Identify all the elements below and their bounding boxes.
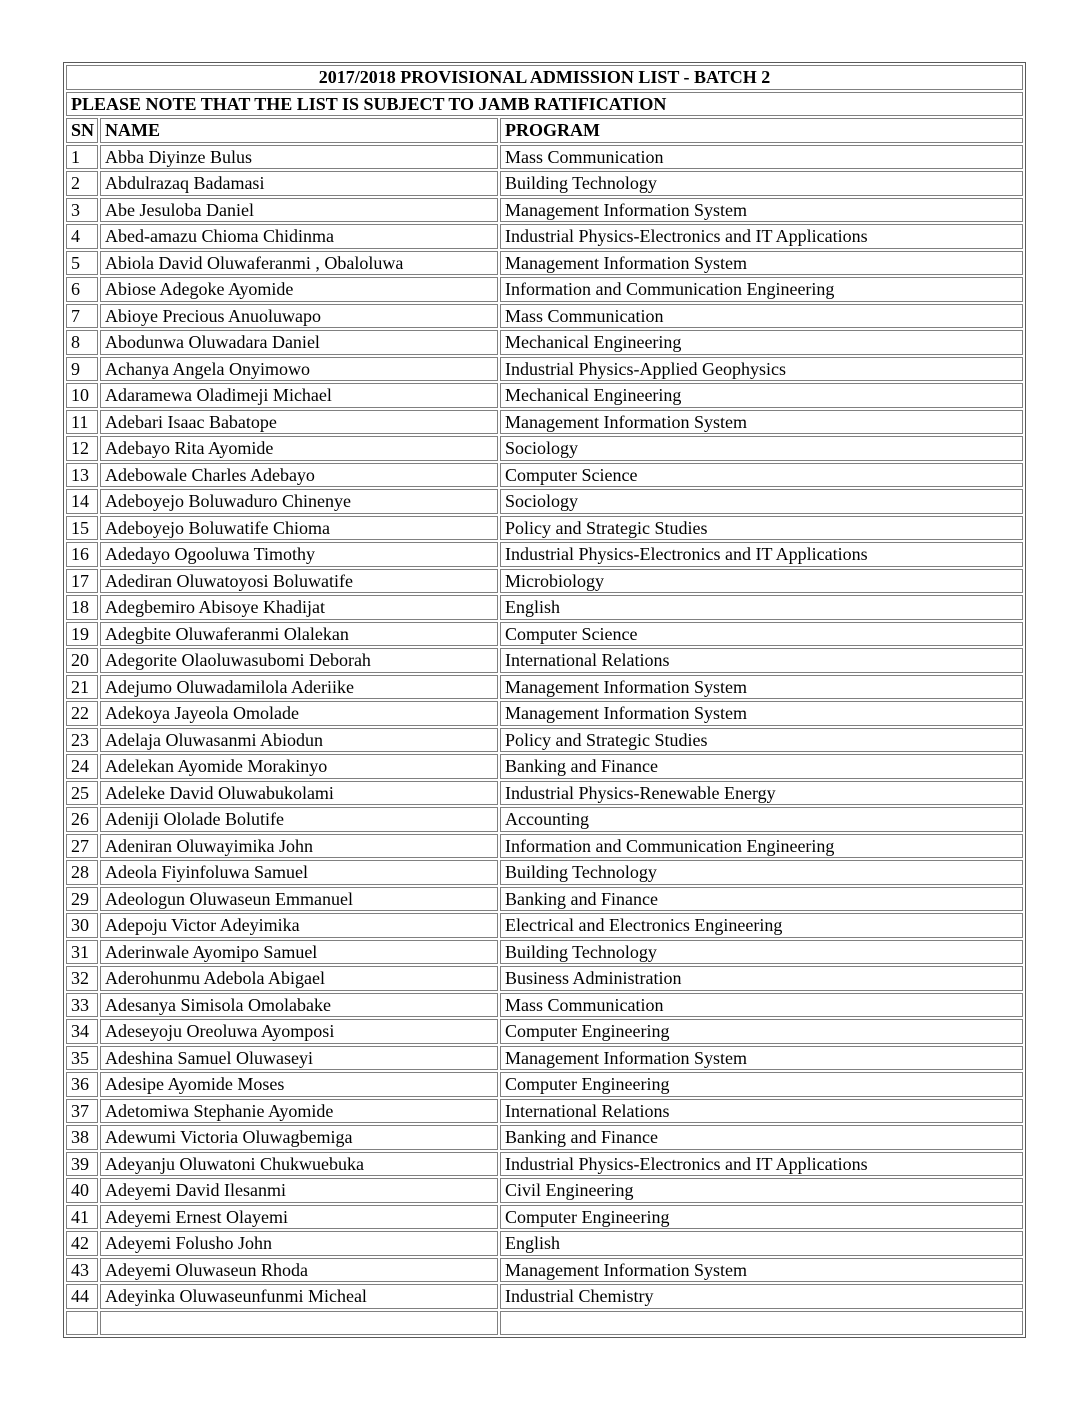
page-title: 2017/2018 PROVISIONAL ADMISSION LIST - BATCH 2: [66, 65, 1023, 90]
program-cell: Computer Engineering: [500, 1205, 1023, 1230]
program-cell: Mechanical Engineering: [500, 330, 1023, 355]
program-cell: Civil Engineering: [500, 1178, 1023, 1203]
table-row: [66, 1258, 1023, 1283]
sn-cell: 21: [66, 675, 98, 700]
table-row: [66, 701, 1023, 726]
program-cell: Business Administration: [500, 966, 1023, 991]
name-cell: Adeyanju Oluwatoni Chukwuebuka: [100, 1152, 498, 1177]
table-row: [66, 569, 1023, 594]
table-row: [66, 622, 1023, 647]
name-cell: Adeologun Oluwaseun Emmanuel: [100, 887, 498, 912]
name-cell: Adeshina Samuel Oluwaseyi: [100, 1046, 498, 1071]
table-row: [66, 675, 1023, 700]
program-cell: Building Technology: [500, 940, 1023, 965]
sn-cell: 24: [66, 754, 98, 779]
program-cell: Industrial Physics-Renewable Energy: [500, 781, 1023, 806]
column-header-program: PROGRAM: [500, 118, 1023, 143]
sn-cell: 12: [66, 436, 98, 461]
name-cell: Abe Jesuloba Daniel: [100, 198, 498, 223]
sn-cell: 2: [66, 171, 98, 196]
name-cell: Adegbemiro Abisoye Khadijat: [100, 595, 498, 620]
name-cell: Adeyemi Oluwaseun Rhoda: [100, 1258, 498, 1283]
name-cell: Adelekan Ayomide Morakinyo: [100, 754, 498, 779]
table-row: [66, 860, 1023, 885]
table-row: [66, 834, 1023, 859]
program-cell: Management Information System: [500, 701, 1023, 726]
table-row: [66, 198, 1023, 223]
sn-cell: 34: [66, 1019, 98, 1044]
program-cell: Industrial Chemistry: [500, 1284, 1023, 1309]
program-cell: Management Information System: [500, 675, 1023, 700]
program-cell: Banking and Finance: [500, 887, 1023, 912]
program-cell: Management Information System: [500, 251, 1023, 276]
sn-cell: 22: [66, 701, 98, 726]
table-row: [66, 728, 1023, 753]
program-cell: International Relations: [500, 648, 1023, 673]
name-cell: Abodunwa Oluwadara Daniel: [100, 330, 498, 355]
name-cell: Adeboyejo Boluwaduro Chinenye: [100, 489, 498, 514]
program-cell: English: [500, 595, 1023, 620]
sn-cell: 28: [66, 860, 98, 885]
program-cell: Mass Communication: [500, 304, 1023, 329]
table-row: [66, 251, 1023, 276]
table-row: [66, 1152, 1023, 1177]
name-cell: Adeyemi Ernest Olayemi: [100, 1205, 498, 1230]
sn-cell: 7: [66, 304, 98, 329]
sn-cell: 5: [66, 251, 98, 276]
program-cell: Computer Science: [500, 622, 1023, 647]
program-cell: Information and Communication Engineering: [500, 277, 1023, 302]
partial-clipped-row: [66, 1311, 1023, 1336]
sn-cell: 25: [66, 781, 98, 806]
program-cell: Policy and Strategic Studies: [500, 728, 1023, 753]
sn-cell: 38: [66, 1125, 98, 1150]
table-row: [66, 940, 1023, 965]
table-row: [66, 1178, 1023, 1203]
table-row: [66, 489, 1023, 514]
admission-table-body: [66, 65, 1023, 1335]
name-cell: Adebayo Rita Ayomide: [100, 436, 498, 461]
table-row: [66, 807, 1023, 832]
sn-cell: 9: [66, 357, 98, 382]
name-cell: Adeyinka Oluwaseunfunmi Micheal: [100, 1284, 498, 1309]
sn-cell: 32: [66, 966, 98, 991]
sn-cell: 15: [66, 516, 98, 541]
name-cell: Adeleke David Oluwabukolami: [100, 781, 498, 806]
sn-cell: 37: [66, 1099, 98, 1124]
table-row: [66, 224, 1023, 249]
name-cell: Adebowale Charles Adebayo: [100, 463, 498, 488]
name-cell: Adeniji Ololade Bolutife: [100, 807, 498, 832]
sn-cell: 17: [66, 569, 98, 594]
program-cell: Accounting: [500, 807, 1023, 832]
name-cell: Adeniran Oluwayimika John: [100, 834, 498, 859]
sn-cell: 8: [66, 330, 98, 355]
table-row: [66, 304, 1023, 329]
column-header-name: NAME: [100, 118, 498, 143]
ratification-note: PLEASE NOTE THAT THE LIST IS SUBJECT TO JAMB RATIFICATION: [66, 92, 1023, 117]
program-cell: Computer Science: [500, 463, 1023, 488]
table-row: [66, 1072, 1023, 1097]
sn-cell: 33: [66, 993, 98, 1018]
table-row: [66, 357, 1023, 382]
program-cell: Management Information System: [500, 410, 1023, 435]
program-cell: Industrial Physics-Electronics and IT Applications: [500, 1152, 1023, 1177]
name-cell: Aderohunmu Adebola Abigael: [100, 966, 498, 991]
table-row: [66, 1284, 1023, 1309]
name-cell: Abdulrazaq Badamasi: [100, 171, 498, 196]
table-row: [66, 1231, 1023, 1256]
sn-cell: 16: [66, 542, 98, 567]
sn-cell: 40: [66, 1178, 98, 1203]
program-cell: Management Information System: [500, 1258, 1023, 1283]
name-cell: Adesanya Simisola Omolabake: [100, 993, 498, 1018]
sn-cell: 3: [66, 198, 98, 223]
name-cell: Adeyemi David Ilesanmi: [100, 1178, 498, 1203]
table-row: [66, 277, 1023, 302]
program-cell: Mass Communication: [500, 993, 1023, 1018]
name-cell: Adelaja Oluwasanmi Abiodun: [100, 728, 498, 753]
program-cell: Computer Engineering: [500, 1019, 1023, 1044]
name-cell: Aderinwale Ayomipo Samuel: [100, 940, 498, 965]
column-header-sn: SN: [66, 118, 98, 143]
program-cell: Management Information System: [500, 198, 1023, 223]
sn-cell: 41: [66, 1205, 98, 1230]
sn-cell: 26: [66, 807, 98, 832]
sn-cell: 30: [66, 913, 98, 938]
table-row: [66, 436, 1023, 461]
name-cell: Adeyemi Folusho John: [100, 1231, 498, 1256]
table-row: [66, 516, 1023, 541]
table-row: [66, 913, 1023, 938]
name-cell: Achanya Angela Onyimowo: [100, 357, 498, 382]
table-row: [66, 754, 1023, 779]
name-cell: Adedayo Ogooluwa Timothy: [100, 542, 498, 567]
name-cell: Abiola David Oluwaferanmi , Obaloluwa: [100, 251, 498, 276]
program-cell: Mass Communication: [500, 145, 1023, 170]
table-row: [66, 145, 1023, 170]
table-row: [66, 410, 1023, 435]
name-cell: Adekoya Jayeola Omolade: [100, 701, 498, 726]
name-cell: Adebari Isaac Babatope: [100, 410, 498, 435]
sn-cell: 44: [66, 1284, 98, 1309]
sn-cell: 1: [66, 145, 98, 170]
empty-cell: [66, 1311, 98, 1336]
program-cell: Building Technology: [500, 860, 1023, 885]
sn-cell: 10: [66, 383, 98, 408]
table-clip-region: [63, 62, 1031, 1358]
sn-cell: 19: [66, 622, 98, 647]
name-cell: Abed-amazu Chioma Chidinma: [100, 224, 498, 249]
table-row: [66, 1125, 1023, 1150]
sn-cell: 14: [66, 489, 98, 514]
admission-table: [63, 62, 1026, 1338]
empty-cell: [100, 1311, 498, 1336]
sn-cell: 18: [66, 595, 98, 620]
name-cell: Adesipe Ayomide Moses: [100, 1072, 498, 1097]
sn-cell: 13: [66, 463, 98, 488]
sn-cell: 42: [66, 1231, 98, 1256]
sn-cell: 36: [66, 1072, 98, 1097]
name-cell: Adetomiwa Stephanie Ayomide: [100, 1099, 498, 1124]
program-cell: Sociology: [500, 489, 1023, 514]
program-cell: Building Technology: [500, 171, 1023, 196]
sn-cell: 29: [66, 887, 98, 912]
program-cell: English: [500, 1231, 1023, 1256]
name-cell: Adepoju Victor Adeyimika: [100, 913, 498, 938]
table-row: [66, 330, 1023, 355]
table-row: [66, 542, 1023, 567]
name-cell: Abioye Precious Anuoluwapo: [100, 304, 498, 329]
program-cell: Computer Engineering: [500, 1072, 1023, 1097]
name-cell: Adegbite Oluwaferanmi Olalekan: [100, 622, 498, 647]
table-row: [66, 966, 1023, 991]
program-cell: Information and Communication Engineering: [500, 834, 1023, 859]
empty-cell: [500, 1311, 1023, 1336]
name-cell: Adejumo Oluwadamilola Aderiike: [100, 675, 498, 700]
program-cell: Electrical and Electronics Engineering: [500, 913, 1023, 938]
program-cell: Industrial Physics-Applied Geophysics: [500, 357, 1023, 382]
table-row: [66, 595, 1023, 620]
program-cell: Industrial Physics-Electronics and IT Applications: [500, 542, 1023, 567]
program-cell: Banking and Finance: [500, 754, 1023, 779]
name-cell: Adeseyoju Oreoluwa Ayomposi: [100, 1019, 498, 1044]
title-row: [66, 65, 1023, 90]
name-cell: Adeboyejo Boluwatife Chioma: [100, 516, 498, 541]
sn-cell: 6: [66, 277, 98, 302]
sn-cell: 27: [66, 834, 98, 859]
table-row: [66, 463, 1023, 488]
program-cell: Policy and Strategic Studies: [500, 516, 1023, 541]
header-row: [66, 118, 1023, 143]
program-cell: Sociology: [500, 436, 1023, 461]
program-cell: Microbiology: [500, 569, 1023, 594]
table-row: [66, 171, 1023, 196]
program-cell: Banking and Finance: [500, 1125, 1023, 1150]
name-cell: Adeola Fiyinfoluwa Samuel: [100, 860, 498, 885]
table-row: [66, 1019, 1023, 1044]
note-row: [66, 92, 1023, 117]
program-cell: International Relations: [500, 1099, 1023, 1124]
table-row: [66, 648, 1023, 673]
sn-cell: 31: [66, 940, 98, 965]
name-cell: Adewumi Victoria Oluwagbemiga: [100, 1125, 498, 1150]
sn-cell: 43: [66, 1258, 98, 1283]
name-cell: Adegorite Olaoluwasubomi Deborah: [100, 648, 498, 673]
program-cell: Mechanical Engineering: [500, 383, 1023, 408]
sn-cell: 11: [66, 410, 98, 435]
sn-cell: 39: [66, 1152, 98, 1177]
program-cell: Industrial Physics-Electronics and IT Applications: [500, 224, 1023, 249]
sn-cell: 35: [66, 1046, 98, 1071]
program-cell: Management Information System: [500, 1046, 1023, 1071]
name-cell: Abba Diyinze Bulus: [100, 145, 498, 170]
table-row: [66, 1046, 1023, 1071]
table-row: [66, 993, 1023, 1018]
sn-cell: 20: [66, 648, 98, 673]
table-row: [66, 887, 1023, 912]
sn-cell: 4: [66, 224, 98, 249]
table-row: [66, 1205, 1023, 1230]
sn-cell: 23: [66, 728, 98, 753]
table-row: [66, 781, 1023, 806]
table-row: [66, 383, 1023, 408]
name-cell: Adaramewa Oladimeji Michael: [100, 383, 498, 408]
name-cell: Adediran Oluwatoyosi Boluwatife: [100, 569, 498, 594]
name-cell: Abiose Adegoke Ayomide: [100, 277, 498, 302]
table-row: [66, 1099, 1023, 1124]
